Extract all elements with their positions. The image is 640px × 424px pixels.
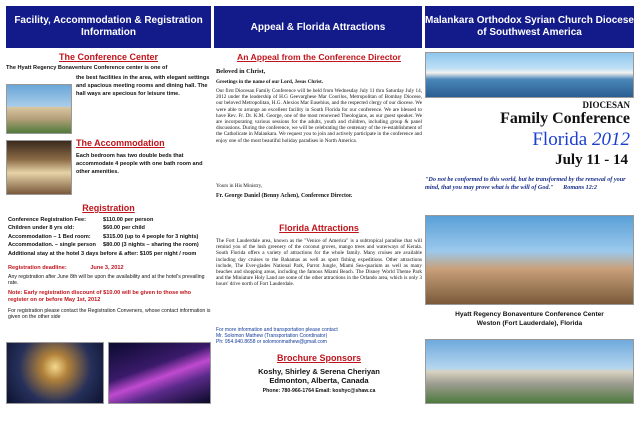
signature: Fr. George Daniel (Benny Achen), Conference Director. [216,193,353,199]
greetings-line: Greetings in the name of our Lord, Jesus Christ. [216,79,324,85]
diocesan-label: DIOCESAN [582,100,630,110]
deadline-line [8,265,211,272]
header-right-text: Malankara Orthodox Syrian Church Diocese of Southwest America [425,15,634,38]
conference-center-text-2: the best facilities in the area, with elegant settings and spacious meeting rooms and dining hall. The hall ways are specious for leisure time. [76,75,210,97]
hotel-lobby-photo [6,140,72,195]
contact-note: For registration please contact the Registration Conveners, whose contact information is given on the other side [8,308,211,320]
resort-photo [425,339,634,404]
fee-table [8,216,211,258]
castle-night-photo [6,342,104,404]
fee-label: Accommodation. – single person [8,242,96,249]
scripture-quote: "Do not be conformed to this world, but be transformed by the renewal of your mind, that you may prove what is the will of God." [425,176,626,191]
fee-row [8,241,211,249]
header-right [425,6,634,48]
fee-row [8,216,211,224]
family-conference-title: Family Conference [500,110,630,127]
fee-label: Accommodation – 1 Bed room: [8,233,91,240]
venue-block [425,310,634,328]
early-note: Note: Early registration discount of $10.00 will be given to those who register on or before May 1st, 2012 [8,290,192,303]
accommodation-title: The Accommodation [76,138,165,148]
deadline-date: June 3, 2012 [90,265,124,271]
header-middle-text: Appeal & Florida Attractions [250,21,386,33]
closing: Yours in His Ministry, [216,183,263,189]
fee-label: Conference Registration Fee: [8,217,87,223]
deadline-note: Any registration after June 8th will be upon the availability and at the hotel's prevailing rate. [8,274,205,286]
middle-column [216,52,422,420]
transport-contact: Ph: 954.940.8658 or solomonmathew@gmail.com [216,339,327,345]
fee-value: $110.00 per person [103,217,154,223]
header-left [6,6,211,48]
accommodation-text: Each bedroom has two double beds that accommodate 4 people with one bath room and other amenities. [76,153,203,175]
hotel-exterior-photo [6,84,72,134]
scripture-ref: Romans 12:2 [563,183,597,191]
transport-info: For more information and transportation please contact [216,327,338,333]
fee-label: Children under 8 yrs old: [8,225,75,232]
greeting: Beloved in Christ, [216,68,266,75]
venue-line-2: Weston (Fort Lauderdale), Florida [476,320,583,327]
florida-year: 2012 [592,129,630,150]
conference-center-text-1: The Hyatt Regency Bonaventure Conference center is one of [6,65,168,71]
fee-value: $80.00 (3 nights – sharing the room) [103,242,199,249]
fee-value: $60.00 per child [103,225,145,232]
conference-dates: July 11 - 14 [555,152,628,168]
left-column [6,52,211,420]
venue-line-1: Hyatt Regency Bonaventure Conference Center [455,311,604,318]
header-left-text: Facility, Accommodation & Registration Information [14,15,203,38]
transport-name: Mr. Solomon Mathew (Transportation Coordinator) [216,333,328,339]
appeal-body: Our first Diocesan Family Conference will be held from Wednesday July 11 thru Saturday July 14, 2012 under the leadership of H.G Geevarghese Mar Coorilos, Metropolitan of Bombay Diocese, our beloved Metropolitan, H.G. Alexios Mar Eusebius, and the respected clergy of our diocese. We were able to arrange an excellent facility in South Florida for our conference. We are blessed to have Rev. Fr. Dr. K.M. George, one of the most renowned Theologians, as our guest speaker. We are incorporating various sessions for the adults, youth and children, including group & panel discussions. During the conference, we will be celebrating the centenary of the re-establishment of the Catholicate in Malankara. We request you to join and actively participate in the conference and enjoy one of the most beautiful holiday paradises in North America. [216,88,422,144]
jesus-with-children-photo [425,215,634,305]
marina-photo [425,52,634,98]
bridge-night-photo [108,342,211,404]
appeal-title: An Appeal from the Conference Director [237,52,401,62]
florida-word: Florida [532,129,588,150]
sponsor-names: Koshy, Shirley & Serena Cheriyan [258,367,380,376]
transport-block [216,327,422,345]
sponsor-contact: Phone: 780-966-1764 Email: koshyc@shaw.ca [262,388,376,394]
registration-title: Registration [82,203,135,213]
florida-title [532,129,630,151]
sponsor-location: Edmonton, Alberta, Canada [269,376,369,385]
header-middle [214,6,422,48]
fee-row [8,224,211,232]
fee-row [8,233,211,241]
right-column [425,52,634,420]
attractions-body: The Fort Lauderdale area, known as the "Venice of America" is a subtropical paradise that will remind you of the lush greenery of the coconut groves, mango trees and waterways of Kerala. South Florida offers a variety of attractions for the whole family. Many cruises are available including day cruises to the Bahamas as well as sport fishing expeditions. Other attractions include, The Ever-glades National Park, Parrot Jungle, Miami Sea-quarium as well as many beaches and shopping areas, including the famous Miami Beach. The Disney World Theme Park and the Miniature Holy Land are some of the other attractions in the Orlando area, which is only 3 hours' drive north of Fort Lauderdale. [216,238,422,288]
attractions-title: Florida Attractions [279,223,359,233]
sponsors-title: Brochure Sponsors [276,353,361,363]
fee-value: $315.00 (up to 4 people for 3 nights) [103,233,199,240]
additional-stay: Additional stay at the hotel 3 days before & after: $105 per night / room [8,250,197,257]
conference-center-title: The Conference Center [58,52,159,62]
sponsors-block [216,367,422,385]
deadline-label: Registration deadline: [8,265,67,271]
scripture-quote-block [425,176,634,192]
